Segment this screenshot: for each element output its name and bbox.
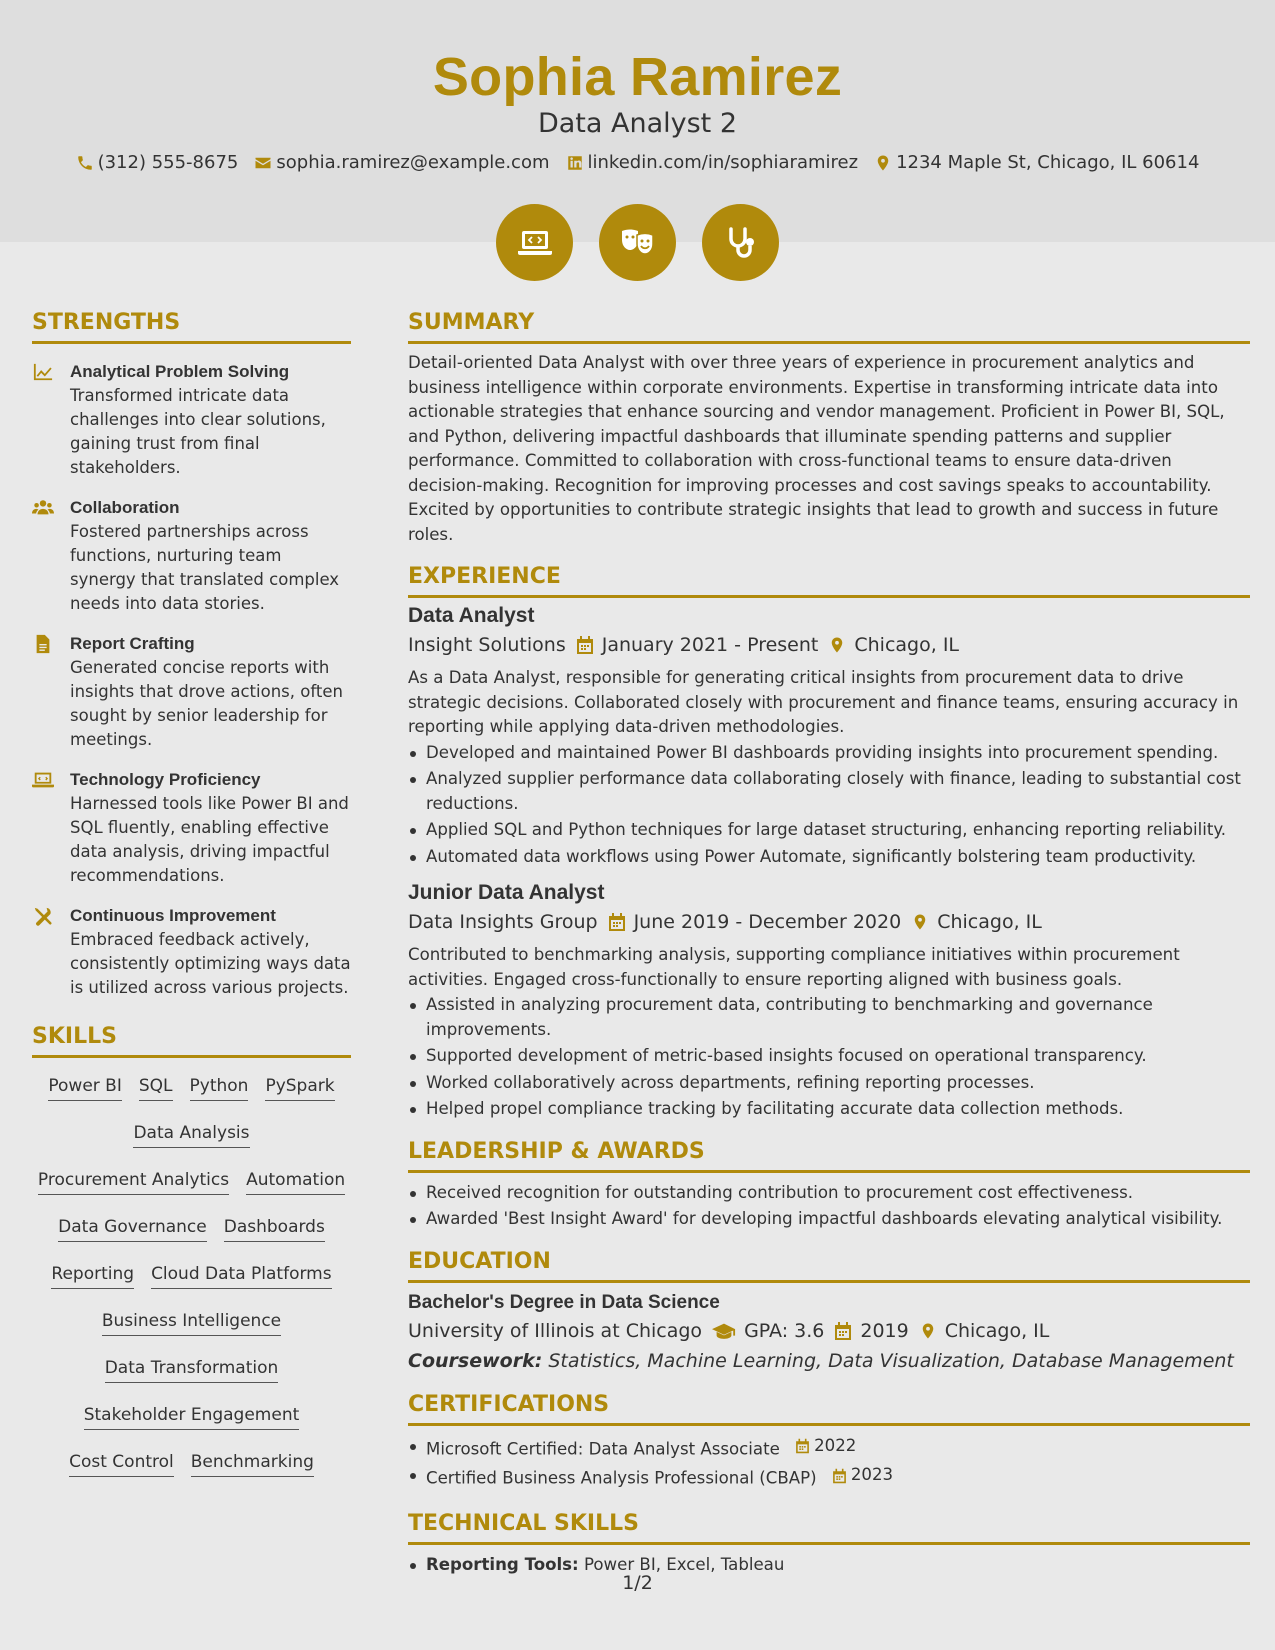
calendar-icon [576, 635, 594, 655]
degree-title: Bachelor's Degree in Data Science [408, 1291, 720, 1313]
technical-skills-section [408, 1511, 1250, 1578]
contact-linkedin[interactable] [566, 152, 859, 173]
bullet-item: Developed and maintained Power BI dashboards providing insights into procurement spending. [408, 741, 1250, 766]
education-location: Chicago, IL [944, 1319, 1050, 1342]
right-column [408, 310, 1250, 1580]
hobby-icons [0, 204, 1275, 281]
job-meta [408, 634, 1250, 656]
certifications-heading: CERTIFICATIONS [408, 1392, 1250, 1426]
location-pin-icon [828, 635, 846, 655]
job-title: Data Analyst 2 [537, 108, 738, 139]
coursework [408, 1350, 1250, 1372]
education-heading: EDUCATION [408, 1249, 1250, 1283]
location-pin-icon [874, 154, 892, 172]
strength-item [32, 360, 351, 480]
job-bullets [408, 993, 1250, 1122]
bullet-item: Analyzed supplier performance data collaborating closely with finance, leading to substantial cost reductions. [408, 767, 1250, 816]
technical-skills-heading: TECHNICAL SKILLS [408, 1511, 1250, 1545]
strength-desc: Harnessed tools like Power BI and SQL fluently, enabling effective data analysis, driving impactful recommendations. [70, 794, 349, 885]
summary-heading: SUMMARY [408, 310, 1250, 344]
skill-tag: Data Governance [58, 1216, 207, 1242]
bullet-item: Worked collaboratively across departments, refining reporting processes. [408, 1071, 1250, 1096]
contact-email[interactable] [254, 152, 549, 173]
skill-tag: Dashboards [224, 1216, 325, 1242]
skill-tag: SQL [139, 1075, 173, 1101]
leadership-section [408, 1139, 1250, 1232]
skill-tag: Reporting [51, 1263, 134, 1289]
company-name: Insight Solutions [408, 634, 566, 656]
phone-icon [76, 154, 94, 172]
bullet-item: Awarded 'Best Insight Award' for developing impactful dashboards elevating analytical visibility. [408, 1207, 1250, 1232]
coursework-label: Coursework: [408, 1349, 543, 1372]
contact-address [874, 152, 1199, 173]
company-name: Data Insights Group [408, 911, 598, 933]
job-title: Junior Data Analyst [408, 881, 605, 904]
skill-tag: Benchmarking [191, 1451, 314, 1477]
email-text: sophia.ramirez@example.com [276, 152, 550, 173]
skill-tag: PySpark [265, 1075, 334, 1101]
linkedin-icon [566, 154, 584, 172]
education-meta [408, 1320, 1250, 1342]
cert-year: 2023 [850, 1465, 894, 1485]
strength-title: Collaboration [70, 498, 180, 517]
candidate-name: Sophia Ramirez [432, 47, 843, 107]
skill-tag: Power BI [48, 1075, 121, 1101]
certifications-section [408, 1392, 1250, 1492]
cert-name: Certified Business Analysis Professional (CBAP) [426, 1468, 817, 1488]
gpa: GPA: 3.6 [744, 1319, 825, 1342]
strength-item [32, 768, 351, 888]
strength-desc: Embraced feedback actively, consistently optimizing ways data is utilized across various projects. [70, 930, 351, 997]
phone-text: (312) 555-8675 [97, 152, 239, 173]
tech-skill-label: Reporting Tools: [426, 1555, 579, 1574]
strength-desc: Generated concise reports with insights that drove actions, often sought by senior leadership for meetings. [70, 658, 343, 749]
experience-heading: EXPERIENCE [408, 564, 1250, 598]
bullet-item: Applied SQL and Python techniques for large dataset structuring, enhancing reporting reliability. [408, 818, 1250, 843]
skill-tag: Cost Control [69, 1451, 174, 1477]
skill-tag: Data Analysis [133, 1122, 249, 1148]
job-dates: January 2021 - Present [601, 634, 819, 656]
strength-title: Continuous Improvement [70, 906, 276, 925]
job-meta [408, 911, 1250, 933]
cert-name: Microsoft Certified: Data Analyst Associate [426, 1438, 780, 1458]
leadership-list [408, 1181, 1250, 1232]
strength-item [32, 632, 351, 752]
location-pin-icon [911, 912, 929, 932]
job-location: Chicago, IL [854, 634, 960, 656]
stethoscope-icon [702, 204, 779, 281]
job-location: Chicago, IL [937, 911, 1042, 933]
contact-bar [0, 152, 1275, 173]
strength-title: Analytical Problem Solving [70, 362, 290, 381]
strength-desc: Transformed intricate data challenges into clear solutions, gaining trust from final stakeholders. [70, 386, 326, 477]
bullet-item: Received recognition for outstanding contribution to procurement cost effectiveness. [408, 1181, 1250, 1206]
job-desc: Contributed to benchmarking analysis, supporting compliance initiatives within procurement activities. Engaged cross-functionally to ensure reporting aligned with business goals. [408, 945, 1180, 989]
bullet-item: Helped propel compliance tracking by facilitating accurate data collection methods. [408, 1097, 1250, 1122]
strength-title: Report Crafting [70, 634, 195, 653]
skill-tag: Automation [246, 1169, 345, 1195]
laptop-icon [32, 770, 54, 790]
strength-desc: Fostered partnerships across functions, nurturing team synergy that translated complex needs into data stories. [70, 522, 340, 613]
cert-year: 2022 [814, 1435, 857, 1455]
skill-tag: Business Intelligence [102, 1310, 281, 1336]
address-text: 1234 Maple St, Chicago, IL 60614 [896, 152, 1200, 173]
calendar-icon [795, 1438, 810, 1454]
location-pin-icon [919, 1321, 937, 1341]
skills-list [32, 1075, 351, 1477]
skill-tag: Cloud Data Platforms [151, 1263, 332, 1289]
tech-skill-value: Power BI, Excel, Tableau [583, 1555, 785, 1574]
cert-item [408, 1463, 1250, 1491]
left-column [32, 310, 351, 1477]
users-icon [32, 498, 54, 518]
skill-tag: Stakeholder Engagement [84, 1404, 300, 1430]
file-icon [32, 634, 54, 654]
calendar-icon [832, 1468, 847, 1484]
coursework-list: Statistics, Machine Learning, Data Visualization, Database Management [548, 1349, 1234, 1372]
job-bullets [408, 741, 1250, 870]
summary-text: Detail-oriented Data Analyst with over three years of experience in procurement analytics and business intelligence within corporate environments. Expertise in transforming intricate data into actionable strategies that enhance sourcing and vendor management. Proficient in Power BI, SQL, and Python, delivering impactful dashboards that illuminate spending patterns and supplier performance. Committed to collaboration with cross-functional teams to ensure data-driven decision-making. Recognition for improving processes and cost savings speaks to accountability. Excited by opportunities to contribute strategic insights that lead to growth and success in future roles. [408, 353, 1225, 544]
skills-heading: SKILLS [32, 1024, 351, 1058]
calendar-icon [834, 1321, 852, 1341]
linkedin-text: linkedin.com/in/sophiaramirez [587, 152, 859, 173]
certifications-list [408, 1434, 1250, 1492]
strength-title: Technology Proficiency [70, 770, 261, 789]
skill-tag: Procurement Analytics [38, 1169, 229, 1195]
envelope-icon [254, 154, 272, 172]
cert-item [408, 1434, 1250, 1462]
laptop-code-icon [496, 204, 573, 281]
bullet-item: Supported development of metric-based insights focused on operational transparency. [408, 1044, 1250, 1069]
skill-tag: Data Transformation [105, 1357, 279, 1383]
contact-phone[interactable] [76, 152, 239, 173]
chart-line-icon [32, 362, 54, 382]
theater-masks-icon [599, 204, 676, 281]
leadership-heading: LEADERSHIP & AWARDS [408, 1139, 1250, 1173]
job-desc: As a Data Analyst, responsible for generating critical insights from procurement data to drive strategic decisions. Collaborated closely with procurement and finance teams, ensuring accuracy in reporting while applying data-driven methodologies. [408, 668, 1239, 736]
skill-tag: Python [190, 1075, 249, 1101]
job-title: Data Analyst [408, 604, 535, 627]
strengths-heading: STRENGTHS [32, 310, 351, 344]
experience-section [408, 564, 1250, 1122]
graduation-cap-icon [712, 1321, 736, 1341]
bullet-item: Assisted in analyzing procurement data, contributing to benchmarking and governance improvements. [408, 993, 1250, 1042]
strength-item [32, 496, 351, 616]
education-section [408, 1249, 1250, 1372]
tools-icon [32, 906, 54, 926]
page-number: 1/2 [622, 1572, 653, 1594]
graduation-year: 2019 [860, 1319, 909, 1342]
job-dates: June 2019 - December 2020 [633, 911, 902, 933]
strength-item [32, 904, 351, 1000]
calendar-icon [608, 912, 626, 932]
bullet-item: Automated data workflows using Power Automate, significantly bolstering team productivity. [408, 845, 1250, 870]
school-name: University of Illinois at Chicago [408, 1319, 703, 1342]
